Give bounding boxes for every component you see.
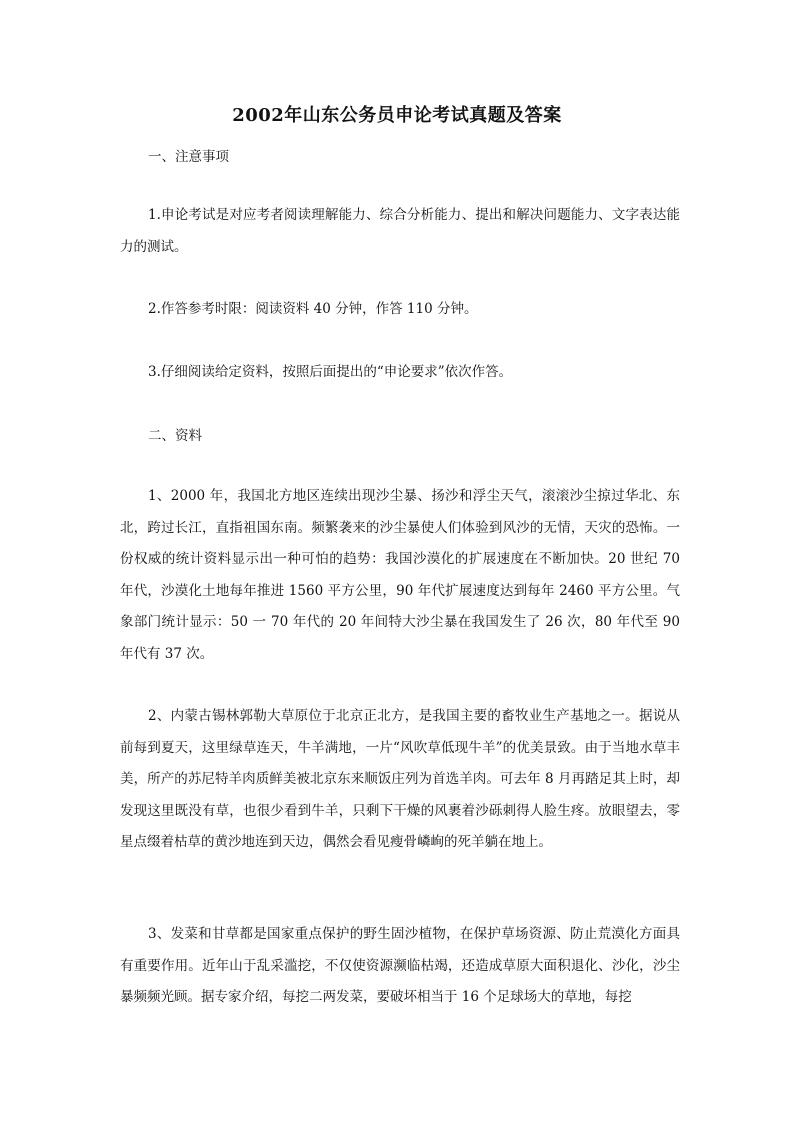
note-item: 1.申论考试是对应考者阅读理解能力、综合分析能力、提出和解决问题能力、文字表达能力的测试。 (120, 207, 680, 255)
note-item: 2.作答参考时限：阅读资料 40 分钟，作答 110 分钟。 (148, 301, 478, 317)
section-heading-materials: 二、资料 (148, 428, 202, 444)
document-title: 2002年山东公务员申论考试真题及答案 (232, 105, 562, 126)
material-paragraph: 2、内蒙古锡林郭勒大草原位于北京正北方，是我国主要的畜牧业生产基地之一。据说从前每到夏天，这里绿草连天，牛羊满地，一片“风吹草低现牛羊”的优美景致。由于当地水草丰美，所产的苏尼特羊肉质鲜美被北京东来顺饭庄列为首选羊肉。可去年 8 月再踏足其上时，却发现这里既没有草，也很少看到牛羊，只剩下干燥的风裹着沙砾刺得人脸生疼。放眼望去，零星点缀着枯草的黄沙地连到天边，偶然会看见瘦骨嶙峋的死羊躺在地上。 (120, 708, 680, 850)
section-heading-notes: 一、注意事项 (148, 149, 229, 165)
note-item: 3.仔细阅读给定资料，按照后面提出的“申论要求”依次作答。 (148, 364, 513, 380)
material-paragraph: 1、2000 年，我国北方地区连续出现沙尘暴、扬沙和浮尘天气，滚滚沙尘掠过华北、东北，跨过长江，直指祖国东南。频繁袭来的沙尘暴使人们体验到风沙的无情，天灾的恐怖。一份权威的统计资料显示出一种可怕的趋势：我国沙漠化的扩展速度在不断加快。20 世纪 70 年代，沙漠化土地每年推进 1560 平方公里，90 年代扩展速度达到每年 2460 平方公里。气象部门统计显示：50 一 70 年代的 20 年间特大沙尘暴在我国发生了 26 次，80 年代至 90 年代有 37 次。 (120, 488, 680, 662)
material-paragraph: 3、发菜和甘草都是国家重点保护的野生固沙植物，在保护草场资源、防止荒漠化方面具有重要作用。近年山于乱采滥挖，不仅使资源濒临枯竭，还造成草原大面积退化、沙化，沙尘暴频频光顾。据专家介绍，每挖二两发菜，要破坏相当于 16 个足球场大的草地，每挖 (120, 926, 680, 1005)
